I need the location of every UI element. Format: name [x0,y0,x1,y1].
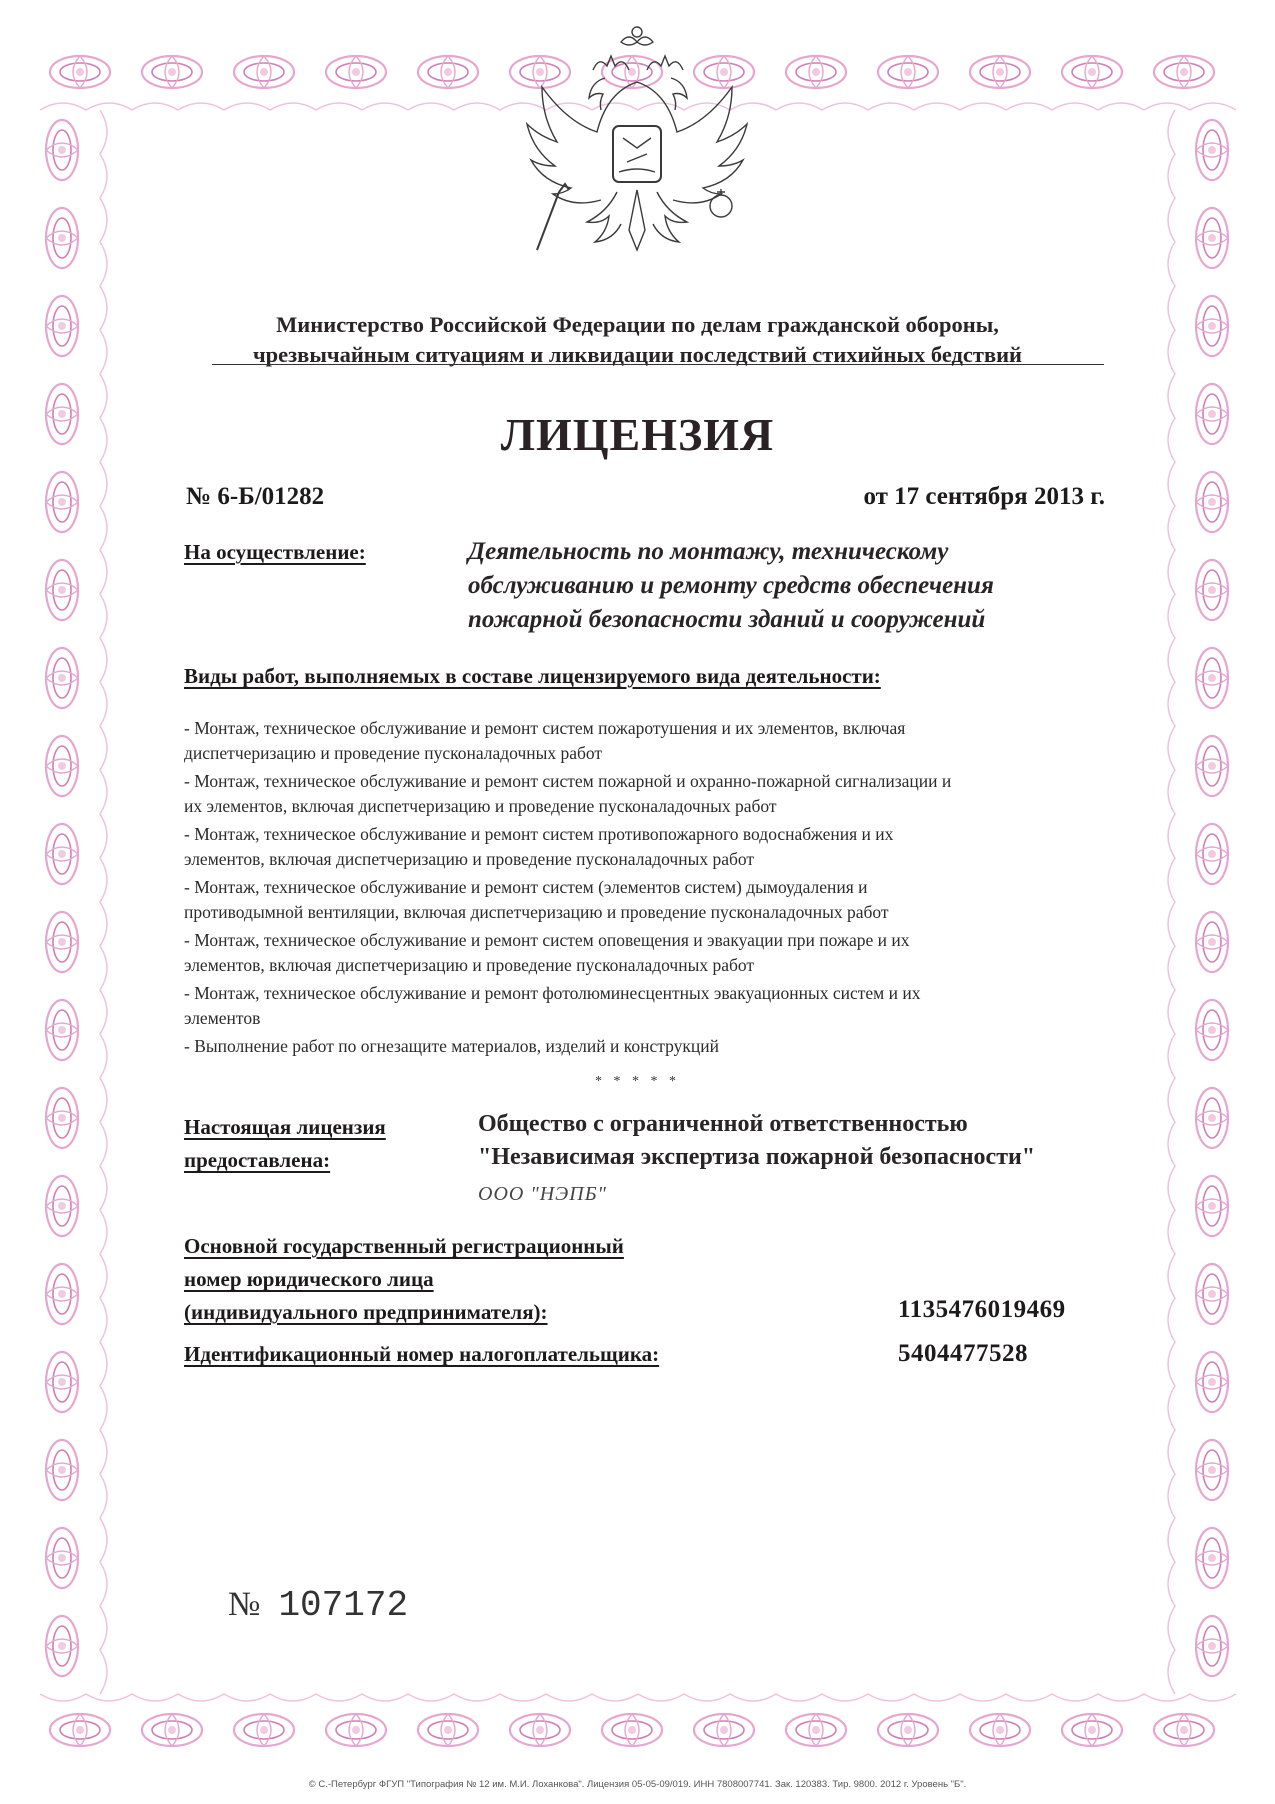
border-ornament [234,1714,294,1746]
border-ornament [970,56,1030,88]
printer-imprint: © С.-Петербург ФГУП "Типография № 12 им. М.И. Лоханкова". Лицензия 05-05-09/019. ИНН 7808007741. Зак. 120383. Тир. 9800. 2012 г. Уровень "Б". [308,1779,967,1790]
border-ornament [1196,824,1228,884]
blank-serial-number [228,1585,408,1626]
border-ornament [46,1000,78,1060]
border-ornament [46,296,78,356]
border-ornament [1196,1616,1228,1676]
border-ornament [46,912,78,972]
border-ornament [46,1352,78,1412]
licensee-short-name: ООО "НЭПБ" [478,1183,607,1205]
list-item-line: - Монтаж, техническое обслуживание и ремонт систем пожарной и охранно-пожарной сигнализации и [184,771,952,791]
border-ornament [50,1714,110,1746]
purpose-line-2: обслуживанию и ремонту средств обеспечения [468,572,994,599]
purpose-line-3: пожарной безопасности зданий и сооружений [468,606,986,633]
border-ornament [1196,208,1228,268]
border-ornament [1196,1088,1228,1148]
ministry-underline [212,364,1104,365]
licensee-label [184,1111,386,1177]
border-ornament [46,1528,78,1588]
ogrn-label-line-1: Основной государственный регистрационный [184,1234,624,1258]
list-item-line: диспетчеризацию и проведение пусконаладочных работ [184,743,603,763]
list-item-line: элементов, включая диспетчеризацию и проведение пусконаладочных работ [184,849,755,869]
border-ornament [46,472,78,532]
border-ornament [326,56,386,88]
border-ornament [46,208,78,268]
ogrn-label [184,1230,624,1329]
border-ornament [1062,1714,1122,1746]
document-title: ЛИЦЕНЗИЯ [500,409,775,460]
section-separator: * * * * * [595,1074,680,1089]
border-ornament [1196,1528,1228,1588]
border-ornament [142,1714,202,1746]
border-ornament [1196,560,1228,620]
border-line [1168,110,1175,1694]
border-ornament [46,1616,78,1676]
border-ornament [50,56,110,88]
border-ornament [46,648,78,708]
list-item [184,822,1144,872]
list-item [184,981,1144,1031]
border-ornament [786,1714,846,1746]
licensee-name [478,1108,1158,1174]
border-ornament [418,1714,478,1746]
border-ornament [1196,912,1228,972]
border-ornament [694,1714,754,1746]
list-item-line: элементов [184,1008,261,1028]
border-ornament [1196,120,1228,180]
border-ornament [1154,1714,1214,1746]
list-item [184,1034,1144,1059]
number-sign: № [228,1586,261,1623]
border-ornament [326,1714,386,1746]
purpose-line-1: Деятельность по монтажу, техническому [468,538,949,565]
purpose-label: На осуществление: [184,540,366,564]
licensee-label-line-1: Настоящая лицензия [184,1115,386,1139]
list-item-line: - Монтаж, техническое обслуживание и ремонт систем противопожарного водоснабжения и их [184,824,894,844]
border-ornament [1196,1352,1228,1412]
border-ornament [234,56,294,88]
list-item [184,716,1144,766]
border-ornament [878,56,938,88]
list-item-line: - Монтаж, техническое обслуживание и ремонт фотолюминесцентных эвакуационных систем и их [184,983,921,1003]
border-ornament [1196,1000,1228,1060]
list-item [184,875,1144,925]
border-ornament [1196,296,1228,356]
border-ornament [1196,1440,1228,1500]
border-ornament [602,1714,662,1746]
border-ornament [1196,1176,1228,1236]
list-item-line: - Монтаж, техническое обслуживание и ремонт систем пожаротушения и их элементов, включая [184,718,906,738]
works-list [184,716,1144,1062]
border-line [40,1694,1236,1701]
ogrn-label-line-2: номер юридического лица [184,1267,434,1291]
coat-of-arms-emblem [515,22,760,272]
licensee-name-line-2: "Независимая экспертиза пожарной безопасности" [478,1144,1036,1170]
border-ornament [46,1264,78,1324]
border-ornament [1196,472,1228,532]
list-item-line: - Выполнение работ по огнезащите материалов, изделий и конструкций [184,1036,719,1056]
list-item [184,769,1144,819]
ministry-line-1: Министерство Российской Федерации по делам гражданской обороны, [276,312,999,337]
border-ornament [46,1088,78,1148]
list-item-line: - Монтаж, техническое обслуживание и ремонт систем (элементов систем) дымоудаления и [184,877,868,897]
ogrn-label-line-3: (индивидуального предпринимателя): [184,1300,548,1324]
license-date: от 17 сентября 2013 г. [863,483,1105,510]
border-ornament [46,120,78,180]
list-item-line: их элементов, включая диспетчеризацию и проведение пусконаладочных работ [184,796,777,816]
list-item-line: противодымной вентиляции, включая диспетчеризацию и проведение пусконаладочных работ [184,902,889,922]
border-ornament [1196,1264,1228,1324]
list-item-line: элементов, включая диспетчеризацию и проведение пусконаладочных работ [184,955,755,975]
border-ornament [786,56,846,88]
border-ornament [46,1176,78,1236]
list-item [184,928,1144,978]
ministry-line-2: чрезвычайным ситуациям и ликвидации последствий стихийных бедствий [252,342,1023,367]
border-ornament [1196,648,1228,708]
border-ornament [510,1714,570,1746]
license-number: № 6-Б/01282 [186,483,325,510]
purpose-text [468,535,1148,637]
border-ornament [46,736,78,796]
inn-value: 5404477528 [898,1340,1028,1367]
border-ornament [1154,56,1214,88]
border-ornament [142,56,202,88]
border-ornament [46,560,78,620]
list-item-line: - Монтаж, техническое обслуживание и ремонт систем оповещения и эвакуации при пожаре и их [184,930,910,950]
border-ornament [970,1714,1030,1746]
ogrn-value: 1135476019469 [898,1296,1066,1323]
licensee-name-line-1: Общество с ограниченной ответственностью [478,1111,968,1137]
border-ornament [1062,56,1122,88]
licensee-label-line-2: предоставлена: [184,1148,331,1172]
border-ornament [46,1440,78,1500]
border-ornament [46,824,78,884]
works-heading: Виды работ, выполняемых в составе лицензируемого вида деятельности: [184,664,881,688]
border-ornament [1196,736,1228,796]
border-ornament [878,1714,938,1746]
inn-label: Идентификационный номер налогоплательщика: [184,1342,660,1366]
border-ornament [418,56,478,88]
serial-digits: 107172 [278,1585,409,1626]
ministry-heading [160,310,1115,370]
border-line [100,110,107,1694]
